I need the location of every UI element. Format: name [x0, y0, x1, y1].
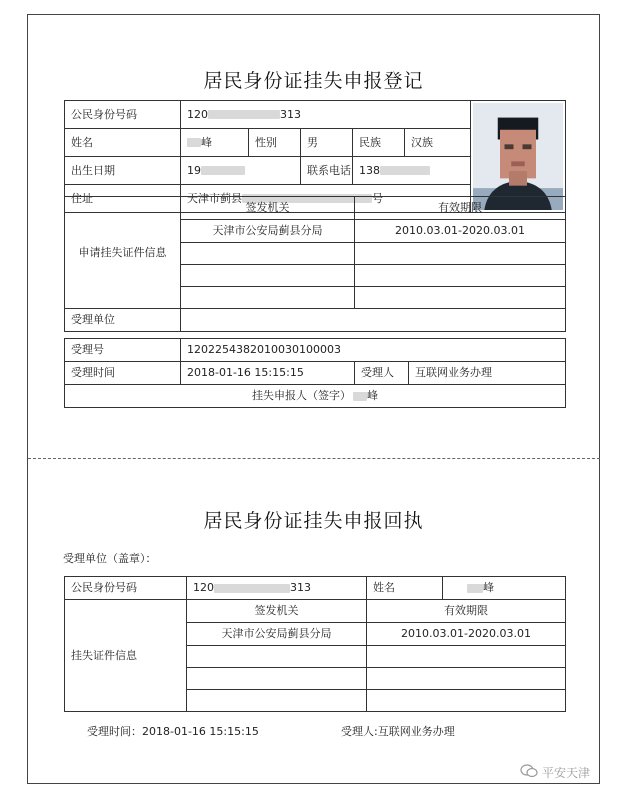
empty-cell [187, 690, 367, 712]
id-photo [473, 103, 563, 210]
empty-cell [367, 646, 566, 668]
receipt-name-value: 峰 [443, 577, 566, 600]
time-value: 2018-01-16 15:15:15 [181, 362, 355, 385]
empty-cell [181, 243, 355, 265]
empty-cell [355, 243, 566, 265]
cert-info-label: 申请挂失证件信息 [65, 197, 181, 309]
id-label: 公民身份号码 [65, 101, 181, 129]
empty-cell [187, 646, 367, 668]
name-value: 峰 [181, 129, 249, 157]
receipt-issuer-value: 天津市公安局蓟县分局 [187, 623, 367, 646]
empty-cell [355, 265, 566, 287]
validity-value: 2010.03.01-2020.03.01 [355, 220, 566, 243]
gender-label: 性别 [249, 129, 301, 157]
empty-cell [181, 265, 355, 287]
ethnic-label: 民族 [353, 129, 405, 157]
receipt-validity-header: 有效期限 [367, 600, 566, 623]
id-value: 120 313 [181, 101, 471, 129]
ethnic-value: 汉族 [405, 129, 471, 157]
handler-value: 互联网业务办理 [409, 362, 566, 385]
acceptance-table [64, 338, 566, 408]
validity-header: 有效期限 [355, 197, 566, 220]
number-value: 1202254382010030100003 [181, 339, 566, 362]
empty-cell [187, 668, 367, 690]
receipt-handler: 受理人:互联网业务办理 [341, 725, 455, 738]
handler-label: 受理人 [355, 362, 409, 385]
address-label: 住址 [65, 185, 181, 213]
form1-title: 居民身份证挂失申报登记 [203, 70, 424, 92]
stamp-label: 受理单位（盖章）： [63, 552, 157, 565]
receipt-issuer-header: 签发机关 [187, 600, 367, 623]
empty-cell [367, 668, 566, 690]
receipt-validity-value: 2010.03.01-2020.03.01 [367, 623, 566, 646]
time-label: 受理时间 [65, 362, 181, 385]
dob-value: 19 [181, 157, 301, 185]
gender-value: 男 [301, 129, 353, 157]
empty-cell [355, 287, 566, 309]
receipt-name-label: 姓名 [367, 577, 443, 600]
empty-cell [367, 690, 566, 712]
receipt-id-value: 120 313 [187, 577, 367, 600]
issuer-header: 签发机关 [181, 197, 355, 220]
receipt-time: 受理时间：2018-01-16 15:15:15 [87, 725, 259, 738]
phone-value: 138 [353, 157, 471, 185]
receipt-cert-info-label: 挂失证件信息 [65, 600, 187, 712]
phone-label: 联系电话 [301, 157, 353, 185]
number-label: 受理号 [65, 339, 181, 362]
empty-cell [181, 287, 355, 309]
certificate-table [64, 196, 566, 332]
signature-row: 挂失申报人（签字） 峰 [65, 385, 566, 408]
dob-label: 出生日期 [65, 157, 181, 185]
wechat-icon [520, 764, 538, 781]
watermark [520, 764, 590, 781]
address-value: 天津市蓟县 号 [181, 185, 471, 213]
receipt-table [64, 576, 566, 712]
watermark-text: 平安天津 [542, 766, 591, 780]
name-label: 姓名 [65, 129, 181, 157]
unit-label: 受理单位 [65, 309, 181, 332]
form2-title: 居民身份证挂失申报回执 [203, 510, 424, 532]
issuer-value: 天津市公安局蓟县分局 [181, 220, 355, 243]
receipt-id-label: 公民身份号码 [65, 577, 187, 600]
cut-line [28, 458, 600, 459]
unit-value [181, 309, 566, 332]
